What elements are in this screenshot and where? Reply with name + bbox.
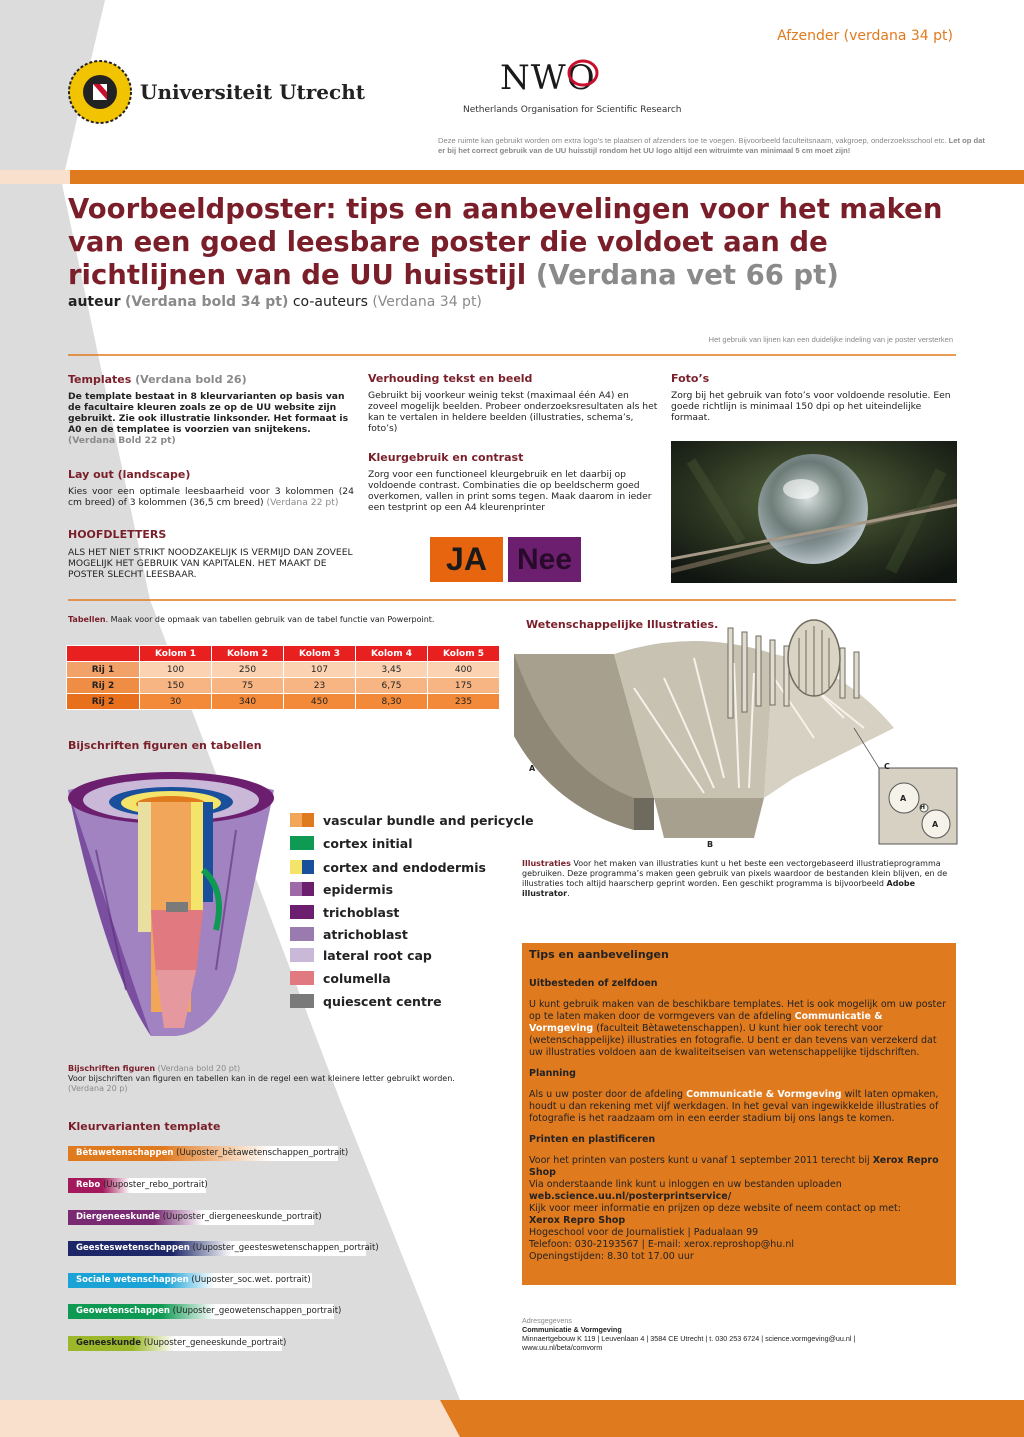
tips-p3-link[interactable]: web.science.uu.nl/posterprintservice/	[529, 1191, 732, 1202]
table-header-cell: Kolom 3	[284, 646, 356, 662]
orange-band-top	[0, 170, 1024, 184]
legend-label: cortex initial	[323, 835, 413, 851]
column-1	[68, 373, 354, 580]
logo-note	[438, 136, 986, 156]
poster-title	[68, 193, 968, 292]
layout-body-text: Kies voor een optimale leesbaarheid voor 3 kolommen (24 cm breed) of 3 kolommen (36,5 cm breed)	[68, 486, 354, 508]
table-header-cell: Kolom 4	[356, 646, 428, 662]
tips-paragraph-1	[529, 999, 948, 1059]
templates-body-spec: (Verdana Bold 22 pt)	[68, 435, 176, 446]
table-header-row	[67, 646, 500, 662]
tips-p2-a: Als u uw poster door de afdeling	[529, 1089, 684, 1100]
caps-body: ALS HET NIET STRIKT NOODZAKELIJK IS VERMIJD DAN ZOVEEL MOGELIJK HET GEBRUIK VAN KAPITALEN. HET MAAKT DE POSTER SLECHT LEESBAAR.	[68, 547, 353, 580]
templates-body-text: De template bestaat in 8 kleurvarianten op basis van de facultaire kleuren zoals ze op de UU website zijn gebruikt. Zie ook illustratie linksonder. Het formaat is A0 en de templatee is voorzien van snijtekens.	[68, 391, 349, 435]
table-header-cell	[67, 646, 140, 662]
variant-name: Sociale wetenschappen	[76, 1275, 189, 1285]
table-header-cell: Kolom 5	[428, 646, 500, 662]
variant-name: Diergeneeskunde	[76, 1212, 161, 1222]
variant-bar	[68, 1241, 379, 1256]
variant-bar	[68, 1336, 287, 1351]
lines-note: Het gebruik van lijnen kan een duidelijke indeling van je poster versterken	[708, 335, 953, 344]
tips-p3-addr-1: Hogeschool voor de Journalistiek | Padualaan 99	[529, 1227, 759, 1238]
tips-subheading-1: Uitbesteden of zelfdoen	[529, 978, 658, 989]
bubble-photo	[671, 441, 957, 583]
layout-heading: Lay out (landscape)	[68, 468, 191, 481]
variant-name: Rebo	[76, 1180, 101, 1190]
legend-item	[290, 926, 408, 942]
table-cell: 30	[140, 694, 212, 710]
scientific-illustration	[514, 618, 958, 854]
peach-band-top	[0, 170, 70, 184]
table-row	[67, 662, 500, 678]
illustration-caption-body: Voor het maken van illustraties kunt u het beste een vectorgebaseerd illustratieprogramma gebruiken. Deze programma’s maken geen gebruik van pixels waardoor de bestanden klein blijven, en de illustraties toch altijd haarscherp geprint worden. Een geschikt programma is bijvoorbeeld	[522, 859, 948, 888]
templates-heading-text: Templates	[68, 373, 132, 386]
ratio-body: Gebruikt bij voorkeur weinig tekst (maximaal één A4) en zoveel mogelijk beelden. Probeer onderzoeksresultaten als het kan te vertalen in heldere beelden (illustraties, schema’s, foto’s)	[368, 390, 658, 434]
address-block	[522, 1316, 956, 1352]
legend-swatch	[290, 927, 314, 941]
tips-p3-xerox-2: Xerox Repro Shop	[529, 1215, 626, 1226]
color-heading: Kleurgebruik en contrast	[368, 451, 524, 464]
inset-label-a: A	[932, 820, 939, 829]
table-row	[67, 678, 500, 694]
figure-caption-heading-spec: (Verdana bold 20 pt)	[157, 1064, 241, 1073]
logo-note-warning: Let op dat er bij het correct gebruik van de UU huisstijl rondom het UU logo altijd een witruimte van minimaal 5 cm moet zijn!	[438, 136, 985, 155]
uu-seal-icon	[68, 60, 132, 124]
caps-heading: HOOFDLETTERS	[68, 528, 167, 541]
variant-name: Geesteswetenschappen	[76, 1243, 190, 1253]
figure-caption-body: Voor bijschriften van figuren en tabellen kan in de regel een wat kleinere letter gebruikt worden.	[68, 1074, 455, 1083]
variant-bar	[68, 1178, 206, 1193]
tips-p1-a: U kunt gebruik maken van de beschikbare templates. Het is ook mogelijk om uw poster op te laten maken door de vormgevers van de afdeling	[529, 999, 946, 1022]
legend-item	[290, 993, 442, 1009]
inset-label-h: H	[920, 804, 926, 811]
table-cell: 450	[284, 694, 356, 710]
inset-label-a: A	[900, 794, 907, 803]
illustration-caption-tool: Adobe illustrator	[522, 879, 916, 898]
legend-swatch	[290, 994, 314, 1008]
legend-item	[290, 970, 391, 986]
table-row-label: Rij 2	[67, 678, 140, 694]
table-cell: 250	[212, 662, 284, 678]
poster-title-text: Voorbeeldposter: tips en aanbevelingen voor het maken van een goed leesbare poster die voldoet aan de richtlijnen van de UU huisstijl	[68, 193, 943, 291]
legend-label: trichoblast	[323, 904, 400, 920]
tips-p2-b: wilt laten opmaken, houdt u dan rekening met vijf werkdagen. In het geval van ingewikkelde illustraties of fotografie is het raadzaam om in een eerder stadium bij ons langs te komen.	[529, 1089, 939, 1124]
ja-sample: JA	[430, 537, 503, 582]
tips-content	[529, 949, 948, 1263]
address-dept: Communicatie & Vormgeving	[522, 1325, 622, 1334]
table-row-label: Rij 2	[67, 694, 140, 710]
tips-p3-addr-2: Telefoon: 030-2193567 | E-mail: xerox.reproshop@hu.nl	[529, 1239, 794, 1250]
orange-band-bottom	[440, 1400, 1024, 1437]
tips-paragraph-3	[529, 1155, 948, 1263]
legend-item	[290, 881, 393, 897]
tables-intro	[68, 615, 498, 624]
table-header-cell: Kolom 1	[140, 646, 212, 662]
variant-file: (Uuposter_bètawetenschappen_portrait)	[176, 1148, 349, 1158]
table-cell: 3,45	[356, 662, 428, 678]
captions-heading: Bijschriften figuren en tabellen	[68, 739, 262, 752]
illustration-label-a: A	[529, 764, 536, 773]
templates-heading-spec: (Verdana bold 26)	[135, 373, 247, 386]
legend-swatch	[290, 860, 314, 874]
legend-item	[290, 904, 399, 920]
ratio-heading: Verhouding tekst en beeld	[368, 372, 533, 385]
photo-body: Zorg bij het gebruik van foto’s voor voldoende resolutie. Een goede richtlijn is minimaal 150 dpi op het uiteindelijke formaat.	[671, 390, 951, 423]
legend-label: cortex and endodermis	[323, 859, 486, 875]
variant-file: (Uuposter_rebo_portrait)	[102, 1180, 208, 1190]
tables-intro-text: . Maak voor de opmaak van tabellen gebruik van de tabel functie van Powerpoint.	[105, 615, 435, 624]
variant-file: (Uuposter_diergeneeskunde_portrait)	[162, 1212, 322, 1222]
table-row-label: Rij 1	[67, 662, 140, 678]
legend-label: columella	[323, 970, 391, 986]
table-cell: 100	[140, 662, 212, 678]
table-cell: 107	[284, 662, 356, 678]
table-cell: 150	[140, 678, 212, 694]
table-cell: 175	[428, 678, 500, 694]
tips-subheading-2: Planning	[529, 1068, 576, 1079]
variants-heading: Kleurvarianten template	[68, 1120, 221, 1133]
legend-swatch	[290, 905, 314, 919]
column-3	[671, 372, 956, 423]
nwo-ring-icon	[566, 54, 600, 88]
address-label: Adresgegevens	[522, 1316, 572, 1325]
table-cell: 400	[428, 662, 500, 678]
table-cell: 23	[284, 678, 356, 694]
poster-title-spec: (Verdana vet 66 pt)	[535, 259, 839, 291]
variant-file: (Uuposter_soc.wet. portrait)	[191, 1275, 311, 1285]
tips-p3-addr-3: Openingstijden: 8.30 tot 17.00 uur	[529, 1251, 694, 1262]
illustration-caption-bold: Illustraties	[522, 859, 571, 868]
figure-caption-heading: Bijschriften figuren	[68, 1064, 156, 1073]
illustration-caption: Illustraties Voor het maken van illustraties kunt u het beste een vectorgebaseerd illustratieprogramma gebruiken. Deze programma’s maken geen gebruik van pixels waardoor de bestanden klein blijven, en de illustraties toch altijd haarscherp geprint worden. Een geschikt programma is bijvoorbeeld Adobe illustrator.	[522, 859, 948, 898]
tips-p1-b: (faculteit Bètawetenschappen). U kunt hier ook terecht voor (wetenschappelijke) illustraties en fotografie. U bent er dan tevens van verzekerd dat uw illustraties voldoen aan de kwaliteitseisen van wetenschappelijke tijdschriften.	[529, 1023, 937, 1058]
legend-swatch	[290, 882, 314, 896]
legend-swatch	[290, 971, 314, 985]
address-line-2: www.uu.nl/beta/comvorm	[522, 1343, 603, 1352]
root-illustration	[66, 770, 276, 1042]
nwo-logo-text: NWO	[500, 58, 596, 98]
illustration-label-c: C	[884, 762, 890, 771]
layout-body-spec: (Verdana 22 pt)	[266, 497, 339, 508]
variant-file: (Uuposter_geneeskunde_portrait)	[143, 1338, 287, 1348]
tips-subheading-3: Printen en plastificeren	[529, 1134, 656, 1145]
tips-p1-dept: Communicatie & Vormgeving	[529, 1011, 883, 1034]
tips-box	[522, 943, 956, 1285]
variant-name: Geneeskunde	[76, 1338, 141, 1348]
variant-file: (Uuposter_geesteswetenschappen_portrait)	[192, 1243, 379, 1253]
nwo-subtitle: Netherlands Organisation for Scientific Research	[463, 105, 682, 115]
variant-bar	[68, 1210, 322, 1225]
tips-p3-a: Voor het printen van posters kunt u vanaf 1 september 2011 terecht bij	[529, 1155, 870, 1166]
legend-label: vascular bundle and pericycle	[323, 812, 534, 828]
coauthors-label: co-auteurs	[292, 294, 368, 310]
tips-p2-dept: Communicatie & Vormgeving	[686, 1089, 842, 1100]
legend-item	[290, 835, 412, 851]
tips-paragraph-2	[529, 1089, 948, 1125]
author-spec: (Verdana bold 34 pt)	[124, 294, 289, 310]
variant-bar	[68, 1304, 342, 1319]
table-header-cell: Kolom 2	[212, 646, 284, 662]
table-cell: 75	[212, 678, 284, 694]
illustration-label-b: B	[707, 840, 714, 849]
table-cell: 235	[428, 694, 500, 710]
table-cell: 8,30	[356, 694, 428, 710]
tips-p3-xerox: Xerox Repro Shop	[529, 1155, 939, 1178]
variant-name: Geowetenschappen	[76, 1306, 170, 1316]
coauthors-spec: (Verdana 34 pt)	[372, 294, 482, 310]
tips-p3-b: Via onderstaande link kunt u inloggen en uw bestanden uploaden	[529, 1179, 842, 1190]
sender-label: Afzender (verdana 34 pt)	[777, 28, 953, 44]
nee-sample: Nee	[508, 537, 581, 582]
variant-name: Bètawetenschappen	[76, 1148, 174, 1158]
author-label: auteur	[68, 294, 121, 310]
tables-intro-bold: Tabellen	[68, 615, 106, 624]
table-row	[67, 694, 500, 710]
data-table	[66, 645, 500, 710]
author-line	[68, 294, 482, 310]
legend-swatch	[290, 813, 314, 827]
photo-heading: Foto’s	[671, 372, 710, 385]
illustrations-heading: Wetenschappelijke Illustraties.	[526, 618, 719, 631]
tips-heading: Tips en aanbevelingen	[529, 948, 669, 961]
legend-label: epidermis	[323, 881, 394, 897]
legend-label: lateral root cap	[323, 947, 432, 963]
legend-label: quiescent centre	[323, 993, 442, 1009]
legend-item	[290, 812, 534, 828]
tips-p3-c: Kijk voor meer informatie en prijzen op deze website of neem contact op met:	[529, 1203, 901, 1214]
templates-body	[68, 391, 354, 446]
legend-item	[290, 947, 432, 963]
address-line-1: Minnaertgebouw K 119 | Leuvenlaan 4 | 3584 CE Utrecht | t. 030 253 6724 | science.vormgeving@uu.nl |	[522, 1334, 856, 1343]
column-2	[368, 372, 658, 513]
figure-caption-body-spec: (Verdana 20 p)	[68, 1084, 128, 1093]
variant-file: (Uuposter_geowetenschappen_portrait)	[172, 1306, 342, 1316]
variant-bar	[68, 1273, 312, 1288]
legend-item	[290, 859, 486, 875]
variant-bar	[68, 1146, 349, 1161]
table-cell: 6,75	[356, 678, 428, 694]
table-cell: 340	[212, 694, 284, 710]
illustrations-heading-text: Wetenschappelijke Illustraties	[526, 618, 715, 631]
logo-note-text: Deze ruimte kan gebruikt worden om extra logo’s te plaatsen of afzenders toe te voegen. Bijvoorbeeld faculteitsnaam, vakgroep, onderzoeksschool etc.	[438, 136, 947, 145]
color-body: Zorg voor een functioneel kleurgebruik en let daarbij op voldoende contrast. Combinaties die op beeldscherm goed overkomen, vallen in print soms tegen. Maak daarom in ieder een testprint op een A4 kleurenprinter	[368, 469, 652, 513]
uu-name: Universiteit Utrecht	[140, 80, 365, 104]
legend-swatch	[290, 836, 314, 850]
figure-caption	[68, 1064, 498, 1094]
legend-label: atrichoblast	[323, 926, 408, 942]
legend-swatch	[290, 948, 314, 962]
layout-body	[68, 486, 354, 508]
templates-heading	[68, 373, 354, 386]
